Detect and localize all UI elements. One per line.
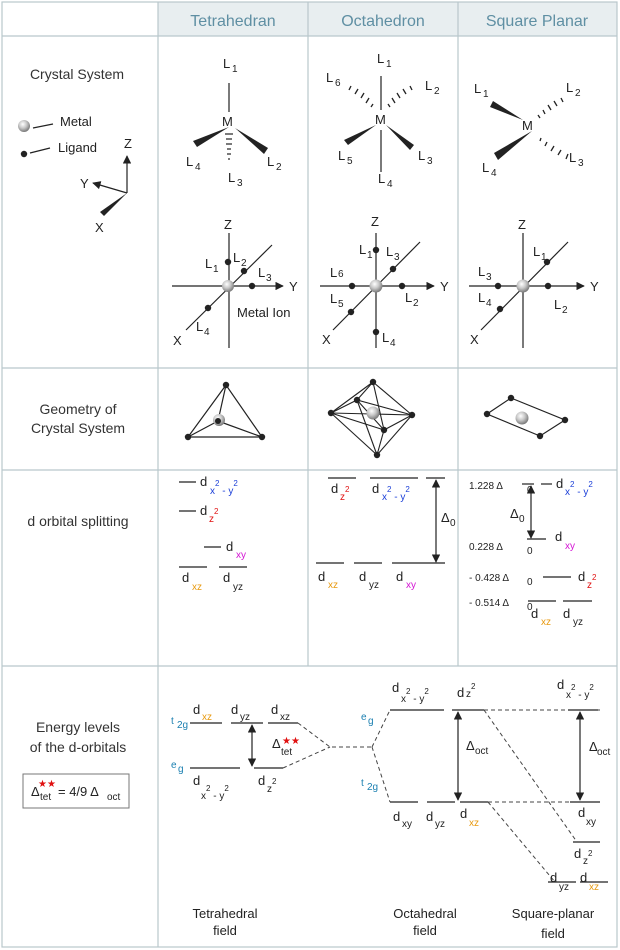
legend-metal-label: Metal bbox=[60, 114, 92, 129]
svg-text:4: 4 bbox=[486, 298, 492, 309]
sq-axis-system bbox=[469, 217, 599, 348]
svg-text:L: L bbox=[569, 150, 577, 165]
svg-text:yz: yz bbox=[573, 617, 583, 628]
svg-text:5: 5 bbox=[347, 156, 353, 167]
svg-text:2: 2 bbox=[434, 86, 440, 97]
svg-text:yz: yz bbox=[435, 819, 445, 830]
svg-text:x2 - y2: $x^2 - y^2$ bbox=[401, 687, 429, 705]
svg-text:d: d bbox=[457, 685, 465, 700]
octa-axis-system bbox=[320, 214, 449, 349]
svg-text:1.228 Δ: 1.228 Δ bbox=[469, 481, 503, 492]
svg-text:x2 - y2: $x^2 - y^2$ bbox=[565, 480, 593, 498]
svg-text:L: L bbox=[378, 171, 386, 186]
svg-text:d: d bbox=[359, 569, 367, 584]
svg-text:L: L bbox=[338, 148, 346, 163]
svg-text:g: g bbox=[368, 716, 374, 727]
tetrahedron-structure bbox=[186, 56, 282, 189]
svg-text:d: d bbox=[231, 702, 239, 717]
row-label-geometry-2: Crystal System bbox=[30, 420, 126, 436]
svg-text:4: 4 bbox=[491, 168, 497, 179]
svg-text:d: d bbox=[563, 606, 571, 621]
svg-text:field: field bbox=[541, 926, 565, 941]
svg-text:d: d bbox=[182, 570, 190, 585]
svg-text:L: L bbox=[425, 78, 433, 93]
svg-text:oct: oct bbox=[107, 792, 121, 803]
svg-text:tet: tet bbox=[281, 747, 293, 758]
svg-text:d: d bbox=[556, 476, 564, 491]
svg-text:xz: xz bbox=[192, 582, 202, 593]
svg-text:0: 0 bbox=[527, 546, 533, 557]
svg-text:X: X bbox=[470, 332, 479, 347]
svg-text:0: 0 bbox=[450, 518, 456, 529]
svg-text:d: d bbox=[200, 474, 208, 489]
svg-text:d: d bbox=[550, 870, 558, 885]
svg-text:0: 0 bbox=[527, 602, 533, 613]
octahedron-structure bbox=[326, 51, 440, 190]
svg-text:x2 - y2: $x^2 - y^2$ bbox=[566, 683, 594, 701]
svg-text:d: d bbox=[200, 503, 208, 518]
header-row bbox=[158, 2, 617, 36]
svg-text:z2: $z^2$ bbox=[340, 485, 350, 503]
svg-text:- 0.514 Δ: - 0.514 Δ bbox=[469, 598, 510, 609]
octa-splitting bbox=[316, 478, 456, 591]
svg-text:xz: xz bbox=[280, 712, 290, 723]
svg-text:0.228 Δ: 0.228 Δ bbox=[469, 542, 503, 553]
tetra-axis-system bbox=[172, 217, 298, 348]
svg-text:★★: ★★ bbox=[38, 779, 56, 790]
svg-text:Tetrahedral: Tetrahedral bbox=[192, 906, 258, 921]
svg-text:4: 4 bbox=[390, 338, 396, 349]
svg-text:d: d bbox=[331, 481, 339, 496]
ligand-legend-marker bbox=[21, 151, 27, 157]
svg-text:L: L bbox=[326, 70, 334, 85]
svg-text:d: d bbox=[318, 569, 326, 584]
svg-text:d: d bbox=[193, 702, 201, 717]
svg-text:xz: xz bbox=[328, 580, 338, 591]
svg-text:x2 - y2: $x^2 - y^2$ bbox=[210, 479, 238, 497]
svg-text:4: 4 bbox=[195, 162, 201, 173]
svg-text:L: L bbox=[474, 81, 482, 96]
svg-text:1: 1 bbox=[386, 59, 392, 70]
svg-text:x2 - y2: $x^2 - y^2$ bbox=[382, 485, 410, 503]
svg-text:d: d bbox=[555, 529, 563, 544]
svg-text:L: L bbox=[223, 56, 231, 71]
svg-text:yz: yz bbox=[240, 712, 250, 723]
svg-text:d: d bbox=[193, 773, 201, 788]
svg-text:L: L bbox=[405, 290, 413, 305]
svg-text:L: L bbox=[233, 250, 241, 265]
tetrahedral-energy bbox=[171, 702, 372, 938]
svg-text:2: 2 bbox=[575, 88, 581, 99]
svg-text:Y: Y bbox=[440, 279, 449, 294]
svg-text:3: 3 bbox=[578, 158, 584, 169]
octa-geometry bbox=[328, 379, 415, 458]
svg-text:xy: xy bbox=[402, 819, 412, 830]
svg-text:3: 3 bbox=[427, 156, 433, 167]
svg-text:Δ: Δ bbox=[466, 738, 475, 753]
svg-text:d: d bbox=[578, 569, 586, 584]
svg-text:xz: xz bbox=[589, 882, 599, 893]
svg-text:Y: Y bbox=[590, 279, 599, 294]
svg-text:4: 4 bbox=[204, 327, 210, 338]
svg-text:Δ: Δ bbox=[272, 736, 281, 751]
svg-text:tet: tet bbox=[40, 792, 52, 803]
svg-text:L: L bbox=[267, 154, 275, 169]
svg-text:L: L bbox=[482, 160, 490, 175]
svg-text:Square-planar: Square-planar bbox=[511, 906, 595, 921]
svg-text:= 4/9 Δ: = 4/9 Δ bbox=[58, 784, 99, 799]
svg-text:xy: xy bbox=[406, 580, 416, 591]
svg-text:Octahedral: Octahedral bbox=[393, 906, 457, 921]
svg-text:2: 2 bbox=[241, 258, 247, 269]
svg-text:1: 1 bbox=[483, 89, 489, 100]
svg-text:xz: xz bbox=[202, 712, 212, 723]
svg-text:2: 2 bbox=[562, 305, 568, 316]
octahedral-energy bbox=[361, 680, 603, 938]
svg-text:field: field bbox=[213, 923, 237, 938]
svg-text:0: 0 bbox=[527, 485, 533, 496]
svg-text:6: 6 bbox=[335, 78, 341, 89]
svg-text:L: L bbox=[228, 170, 236, 185]
svg-text:3: 3 bbox=[237, 178, 243, 189]
octa-metal: M bbox=[375, 112, 386, 127]
metal-ion-label: Metal Ion bbox=[237, 305, 291, 320]
tetra-geometry bbox=[185, 382, 265, 440]
svg-text:t: t bbox=[361, 778, 364, 789]
svg-text:oct: oct bbox=[475, 746, 489, 757]
header-tetrahedron: Tetrahedran bbox=[190, 13, 276, 30]
svg-text:Z: Z bbox=[371, 214, 379, 229]
svg-text:d: d bbox=[372, 481, 380, 496]
svg-text:L: L bbox=[382, 330, 390, 345]
tetra-splitting bbox=[179, 474, 247, 593]
metal-legend-marker bbox=[18, 120, 30, 132]
svg-text:d: d bbox=[392, 680, 400, 695]
svg-text:2g: 2g bbox=[177, 720, 189, 731]
svg-text:L: L bbox=[196, 319, 204, 334]
legend bbox=[18, 114, 97, 157]
svg-text:1: 1 bbox=[232, 64, 238, 75]
svg-text:5: 5 bbox=[338, 299, 344, 310]
sq-metal: M bbox=[522, 118, 533, 133]
row-label-splitting: d orbital splitting bbox=[27, 513, 129, 529]
square-planar-structure bbox=[474, 80, 584, 179]
svg-text:L: L bbox=[377, 51, 385, 66]
svg-text:z2: $z^2$ bbox=[466, 682, 476, 700]
svg-text:d: d bbox=[580, 870, 588, 885]
svg-text:L: L bbox=[258, 265, 266, 280]
svg-text:L: L bbox=[566, 80, 574, 95]
svg-text:d: d bbox=[574, 846, 582, 861]
svg-text:Δ: Δ bbox=[589, 739, 598, 754]
svg-text:2g: 2g bbox=[367, 782, 379, 793]
axis-icon-y: Y bbox=[80, 176, 89, 191]
tetra-metal: M bbox=[222, 114, 233, 129]
svg-text:L: L bbox=[205, 256, 213, 271]
svg-text:xy: xy bbox=[565, 541, 575, 552]
svg-text:1: 1 bbox=[213, 264, 219, 275]
svg-text:z2: $z^2$ bbox=[583, 849, 593, 867]
svg-text:Δ: Δ bbox=[31, 784, 40, 799]
svg-text:Z: Z bbox=[224, 217, 232, 232]
svg-text:L: L bbox=[418, 148, 426, 163]
sq-splitting bbox=[469, 476, 597, 628]
sq-geometry bbox=[484, 395, 568, 439]
svg-text:d: d bbox=[531, 606, 539, 621]
svg-text:6: 6 bbox=[338, 269, 344, 280]
svg-text:3: 3 bbox=[394, 252, 400, 263]
svg-text:L: L bbox=[330, 291, 338, 306]
header-octahedron: Octahedron bbox=[341, 13, 425, 30]
legend-ligand-label: Ligand bbox=[58, 140, 98, 155]
svg-text:1: 1 bbox=[367, 250, 373, 261]
svg-text:- 0.428 Δ: - 0.428 Δ bbox=[469, 573, 510, 584]
row-label-crystal-system: Crystal System bbox=[29, 66, 125, 82]
svg-text:L: L bbox=[478, 290, 486, 305]
svg-text:0: 0 bbox=[519, 514, 525, 525]
svg-text:z2: $z^2$ bbox=[209, 507, 219, 525]
svg-text:e: e bbox=[171, 760, 177, 771]
svg-text:L: L bbox=[386, 244, 394, 259]
svg-text:d: d bbox=[460, 806, 468, 821]
svg-text:xy: xy bbox=[586, 817, 596, 828]
svg-text:L: L bbox=[330, 265, 338, 280]
svg-text:d: d bbox=[226, 539, 234, 554]
svg-text:yz: yz bbox=[233, 582, 243, 593]
svg-text:yz: yz bbox=[369, 580, 379, 591]
header-square-planar: Square Planar bbox=[485, 13, 589, 30]
axis-icon-x: X bbox=[95, 220, 104, 235]
svg-text:L: L bbox=[359, 242, 367, 257]
delta-tet-formula bbox=[23, 774, 129, 808]
svg-text:★★: ★★ bbox=[282, 736, 300, 747]
svg-text:field: field bbox=[413, 923, 437, 938]
svg-text:t: t bbox=[171, 716, 174, 727]
svg-text:Δ: Δ bbox=[510, 506, 519, 521]
svg-text:z2: $z^2$ bbox=[587, 573, 597, 591]
svg-text:z2: $z^2$ bbox=[267, 777, 277, 795]
svg-text:Y: Y bbox=[289, 279, 298, 294]
svg-text:d: d bbox=[393, 809, 401, 824]
svg-text:L: L bbox=[478, 264, 486, 279]
svg-text:Δ: Δ bbox=[441, 510, 450, 525]
svg-text:L: L bbox=[533, 244, 541, 259]
svg-text:oct: oct bbox=[597, 747, 611, 758]
svg-text:d: d bbox=[271, 702, 279, 717]
axis-icon-z: Z bbox=[124, 136, 132, 151]
svg-text:xz: xz bbox=[541, 617, 551, 628]
svg-text:d: d bbox=[578, 805, 586, 820]
row-label-energy-2: of the d-orbitals bbox=[29, 739, 127, 755]
svg-text:xy: xy bbox=[236, 550, 246, 561]
svg-text:d: d bbox=[557, 677, 565, 692]
row-label-energy-1: Energy levels bbox=[35, 719, 121, 735]
svg-text:Z: Z bbox=[518, 217, 526, 232]
svg-text:e: e bbox=[361, 712, 367, 723]
svg-text:3: 3 bbox=[266, 273, 272, 284]
svg-text:x2 - y2: $x^2 - y^2$ bbox=[201, 784, 229, 802]
svg-text:2: 2 bbox=[276, 162, 282, 173]
svg-text:g: g bbox=[178, 764, 184, 775]
svg-text:L: L bbox=[554, 297, 562, 312]
svg-text:4: 4 bbox=[387, 179, 393, 190]
svg-text:d: d bbox=[396, 569, 404, 584]
row-label-geometry-1: Geometry of bbox=[39, 401, 117, 417]
svg-text:L: L bbox=[186, 154, 194, 169]
svg-text:3: 3 bbox=[486, 272, 492, 283]
svg-text:d: d bbox=[258, 773, 266, 788]
svg-text:X: X bbox=[322, 332, 331, 347]
svg-text:d: d bbox=[223, 570, 231, 585]
svg-text:d: d bbox=[426, 809, 434, 824]
svg-text:0: 0 bbox=[527, 577, 533, 588]
svg-text:2: 2 bbox=[413, 298, 419, 309]
svg-text:yz: yz bbox=[559, 882, 569, 893]
svg-text:xz: xz bbox=[469, 818, 479, 829]
square-planar-energy bbox=[512, 677, 611, 941]
svg-text:1: 1 bbox=[541, 252, 547, 263]
svg-text:X: X bbox=[173, 333, 182, 348]
